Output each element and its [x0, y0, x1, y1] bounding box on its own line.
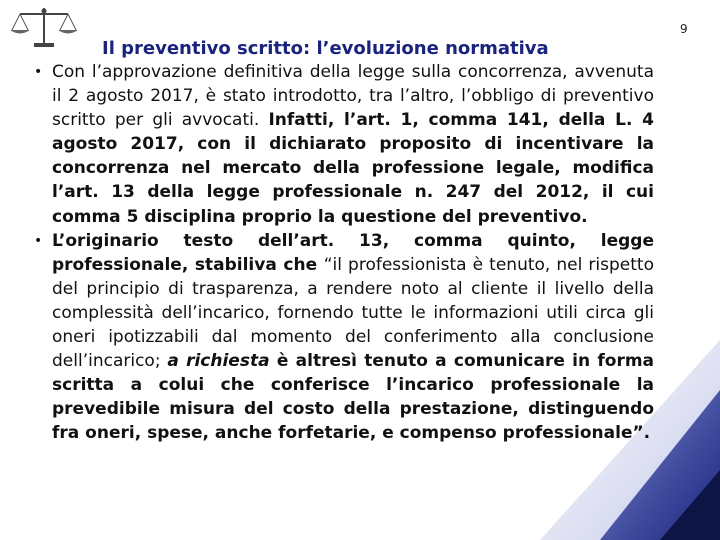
slide-title: Il preventivo scritto: l’evoluzione normativa	[102, 38, 549, 59]
bullet-marker: •	[34, 232, 43, 249]
bullet-item	[26, 60, 654, 229]
page-number: 9	[680, 22, 688, 36]
scales-of-justice-icon	[6, 6, 82, 50]
bullet-text: Con l’approvazione definitiva della legge sulla concorrenza, avvenuta il 2 agosto 2017, è stato introdotto, tra l’altro, l’obbligo di preventivo scritto per gli avvocati.	[52, 62, 654, 131]
quote-text: “il professionista è tenuto, nel rispetto del principio di trasparenza, a rendere noto al cliente il livello della complessità dell’incarico, fornendo tutte le informazioni utili circa gli oneri ipotizzabili dal momento del conferimento alla conclusione dell’incarico;	[52, 254, 654, 372]
bullet-list	[26, 60, 654, 446]
emphasis-text: a richiesta	[167, 351, 270, 372]
bullet-item	[26, 229, 654, 446]
bullet-text-bold: L’originario testo dell’art. 13, comma quinto, legge professionale, stabiliva che	[52, 230, 654, 275]
quote-text-bold: è altresì tenuto a comunicare in forma scritta a colui che conferisce l’incarico professionale la prevedibile misura del costo della prestazione, distinguendo fra oneri, spese, anche forfetarie, e compenso professionale”.	[52, 351, 655, 444]
bullet-marker: •	[34, 64, 43, 80]
bullet-text-bold: Infatti, l’art. 1, comma 141, della L. 4 agosto 2017, con il dichiarato proposito di incentivare la concorrenza nel mercato della professione legale, modifica l’art. 13 della legge professionale n. 247 del 2012, il cui comma 5 disciplina proprio la questione del preventivo.	[52, 110, 654, 227]
